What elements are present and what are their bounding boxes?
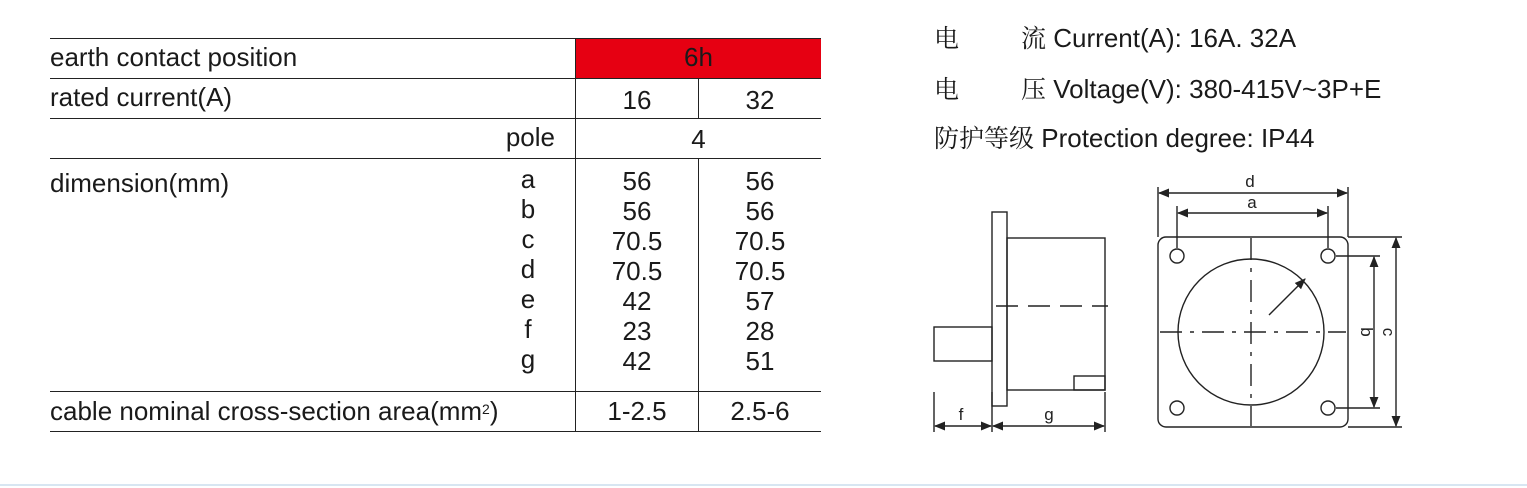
rated-current-32: 32 <box>745 85 775 115</box>
dim-letter: e <box>520 284 536 314</box>
dim-value: 56 <box>745 166 775 196</box>
table-rule <box>50 158 821 159</box>
pole-label: pole <box>505 122 555 152</box>
dim-letter: b <box>520 194 536 224</box>
earth-contact-value: 6h <box>684 42 713 72</box>
cable-area-label <box>50 396 499 426</box>
cable-area-superscript: 2 <box>482 401 490 417</box>
dim-letter: d <box>520 254 536 284</box>
dim-letter: g <box>520 344 536 374</box>
cable-area-32: 2.5-6 <box>730 396 790 426</box>
label-c: c <box>1379 327 1398 337</box>
dimension-values-16 <box>576 166 698 376</box>
table-rule <box>50 391 821 392</box>
dim-letter: a <box>520 164 536 194</box>
side-flange <box>992 212 1007 406</box>
earth-contact-label: earth contact position <box>50 42 298 72</box>
dim-value: 70.5 <box>611 256 663 286</box>
spec-current-cn-1: 电 <box>934 24 960 53</box>
mount-hole <box>1170 401 1184 415</box>
dim-value: 56 <box>745 196 775 226</box>
dim-value: 70.5 <box>611 226 663 256</box>
label-b: b <box>1357 327 1376 337</box>
dimension-values-32 <box>699 166 821 376</box>
dim-value: 51 <box>745 346 775 376</box>
spec-current <box>934 20 1296 56</box>
spec-protection-cn: 防护等级 <box>934 124 1035 153</box>
table-rule <box>50 118 821 119</box>
dim-value: 42 <box>622 346 652 376</box>
cable-area-16: 1-2.5 <box>607 396 667 426</box>
dim-value: 42 <box>622 286 652 316</box>
mount-hole <box>1321 401 1335 415</box>
dim-value: 56 <box>622 196 652 226</box>
table-rule <box>50 38 821 39</box>
rated-current-label: rated current(A) <box>50 82 233 112</box>
front-view <box>1158 187 1402 427</box>
spec-protection <box>934 120 1314 156</box>
spec-protection-text: Protection degree: IP44 <box>1041 123 1315 153</box>
label-a: a <box>1247 193 1257 212</box>
side-view <box>934 212 1108 432</box>
dim-value: 56 <box>622 166 652 196</box>
spec-current-text: Current(A): 16A. 32A <box>1053 23 1297 53</box>
table-rule <box>50 78 821 79</box>
spec-voltage-cn-1: 电 <box>934 75 960 104</box>
pole-value: 4 <box>691 124 706 154</box>
dim-letter: c <box>521 224 535 254</box>
mount-hole <box>1321 249 1335 263</box>
footer-divider <box>0 484 1527 486</box>
spec-voltage-text: Voltage(V): 380-415V~3P+E <box>1053 74 1382 104</box>
dimension-drawing <box>928 170 1428 440</box>
mount-hole <box>1170 249 1184 263</box>
dim-letter: f <box>524 314 532 344</box>
dimension-letters <box>510 164 546 374</box>
radius-arrow <box>1269 279 1305 315</box>
cable-area-text: cable nominal cross-section area(mm <box>50 396 483 426</box>
rated-current-16: 16 <box>622 85 652 115</box>
label-f: f <box>958 405 964 424</box>
dim-value: 28 <box>745 316 775 346</box>
spec-current-cn-2: 流 <box>1021 24 1047 53</box>
dim-value: 23 <box>622 316 652 346</box>
dimension-label: dimension(mm) <box>50 168 230 198</box>
spec-voltage <box>934 71 1381 107</box>
label-g: g <box>1044 405 1054 424</box>
dim-value: 70.5 <box>734 226 786 256</box>
spec-voltage-cn-2: 压 <box>1021 75 1047 104</box>
side-plug <box>934 327 992 361</box>
side-body <box>1007 238 1105 390</box>
dim-value: 70.5 <box>734 256 786 286</box>
table-rule <box>50 431 821 432</box>
cable-area-close: ) <box>489 396 499 426</box>
label-d: d <box>1245 172 1255 191</box>
side-tab <box>1074 376 1105 390</box>
dim-value: 57 <box>745 286 775 316</box>
